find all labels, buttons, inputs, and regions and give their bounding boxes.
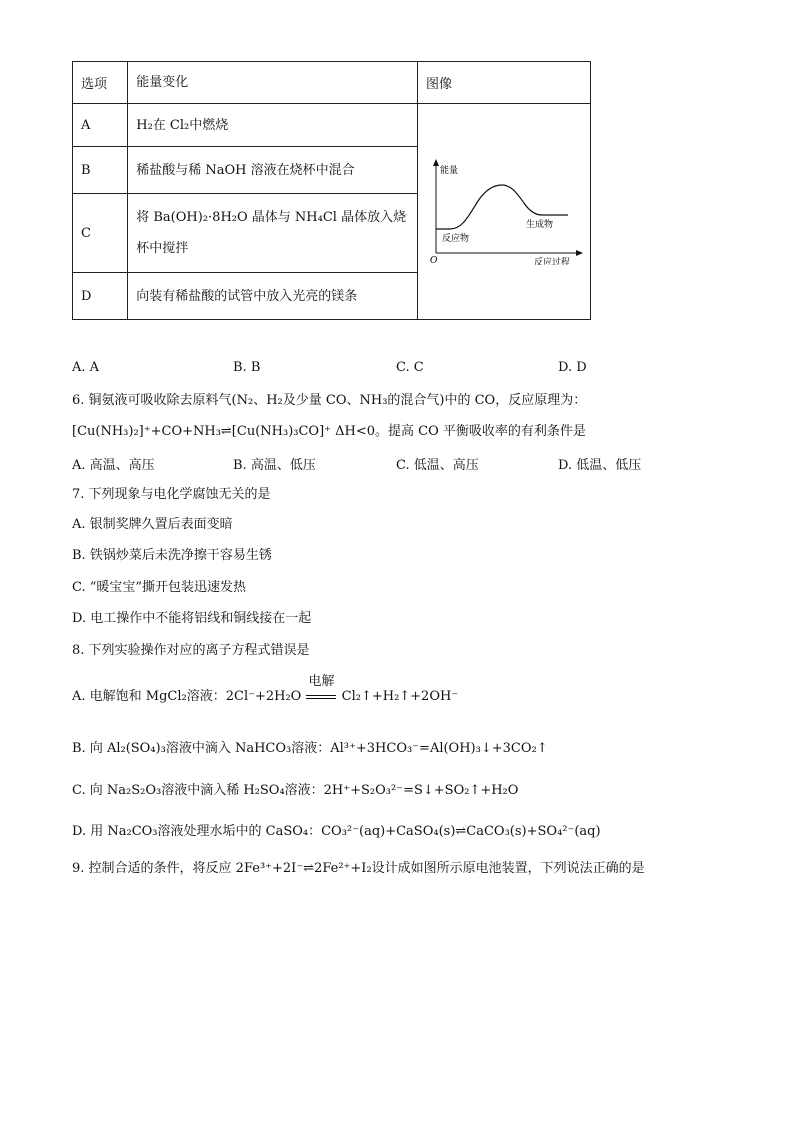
product-label: 生成物 — [526, 219, 554, 230]
energy-graph-cell — [418, 104, 591, 320]
header-energy-change: 能量变化 — [128, 62, 418, 104]
q7-option-d[interactable]: D. 电工操作中不能将铝线和铜线接在一起 — [72, 611, 312, 626]
header-option: 选项 — [73, 62, 128, 104]
q9-stem: 9. 控制合适的条件，将反应 2Fe³⁺+2I⁻⇌2Fe²⁺+I₂设计成如图所示原电池装置，下列说法正确的是 — [72, 861, 645, 876]
q5-choice-a[interactable]: A. A — [72, 360, 100, 375]
options-table — [72, 61, 591, 320]
row-description: 将 Ba(OH)₂·8H₂O 晶体与 NH₄Cl 晶体放入烧杯中搅拌 — [128, 194, 418, 273]
q7-option-a[interactable]: A. 银制奖牌久置后表面变暗 — [72, 517, 233, 532]
q6-stem-line2: [Cu(NH₃)₂]⁺+CO+NH₃⇌[Cu(NH₃)₃CO]⁺ ΔH<0。提高 CO 平衡吸收率的有利条件是 — [72, 424, 586, 439]
q8-option-a[interactable] — [72, 674, 459, 706]
q8-stem: 8. 下列实验操作对应的离子方程式错误是 — [72, 643, 310, 658]
reactant-label: 反应物 — [442, 233, 470, 244]
q8-a-prefix: A. 电解饱和 MgCl₂溶液：2Cl⁻+2H₂O — [72, 689, 302, 704]
q8-option-b[interactable]: B. 向 Al₂(SO₄)₃溶液中滴入 NaHCO₃溶液：Al³⁺+3HCO₃⁻=Al(OH)₃↓+3CO₂↑ — [72, 741, 548, 756]
q6-choice-a[interactable]: A. 高温、高压 — [72, 458, 155, 473]
q8-a-suffix: Cl₂↑+H₂↑+2OH⁻ — [341, 689, 459, 704]
row-description: H₂在 Cl₂中燃烧 — [128, 104, 418, 147]
q7-option-b[interactable]: B. 铁锅炒菜后未洗净擦干容易生锈 — [72, 548, 272, 563]
row-option-label: D — [73, 273, 128, 320]
q7-option-c[interactable]: C. “暖宝宝”撕开包装迅速发热 — [72, 580, 247, 595]
row-description: 向装有稀盐酸的试管中放入光亮的镁条 — [128, 273, 418, 320]
row-option-label: B — [73, 147, 128, 194]
electrolysis-label: 电解 — [308, 674, 335, 689]
q5-choice-c[interactable]: C. C — [396, 360, 424, 375]
q6-choice-c[interactable]: C. 低温、高压 — [396, 458, 479, 473]
q8-option-c[interactable]: C. 向 Na₂S₂O₃溶液中滴入稀 H₂SO₄溶液：2H⁺+S₂O₃²⁻=S↓+SO₂↑+H₂O — [72, 783, 519, 798]
q6-stem-line1: 6. 铜氨液可吸收除去原料气(N₂、H₂及少量 CO、NH₃的混合气)中的 CO，反应原理为： — [72, 393, 587, 408]
x-axis-label: 反应过程 — [534, 257, 571, 265]
q6-choice-b[interactable]: B. 高温、低压 — [233, 458, 316, 473]
header-graph: 图像 — [418, 62, 591, 104]
origin-label: O — [430, 255, 438, 265]
q8-option-d[interactable]: D. 用 Na₂CO₃溶液处理水垢中的 CaSO₄：CO₃²⁻(aq)+CaSO₄(s)⇌CaCO₃(s)+SO₄²⁻(aq) — [72, 824, 601, 839]
row-option-label: A — [73, 104, 128, 147]
y-axis-arrow — [433, 159, 439, 166]
x-axis-arrow — [576, 250, 583, 256]
y-axis-label: 能量 — [440, 165, 459, 176]
q5-choice-b[interactable]: B. B — [233, 360, 261, 375]
equals-bar — [306, 695, 336, 699]
table-header-row — [73, 62, 591, 104]
row-description: 稀盐酸与稀 NaOH 溶液在烧杯中混合 — [128, 147, 418, 194]
electrolysis-condition — [306, 674, 336, 706]
q5-choice-d[interactable]: D. D — [558, 360, 587, 375]
q6-choice-d[interactable]: D. 低温、低压 — [558, 458, 642, 473]
table-row — [73, 104, 591, 147]
energy-diagram — [418, 155, 590, 265]
row-option-label: C — [73, 194, 128, 273]
q7-stem: 7. 下列现象与电化学腐蚀无关的是 — [72, 487, 271, 502]
